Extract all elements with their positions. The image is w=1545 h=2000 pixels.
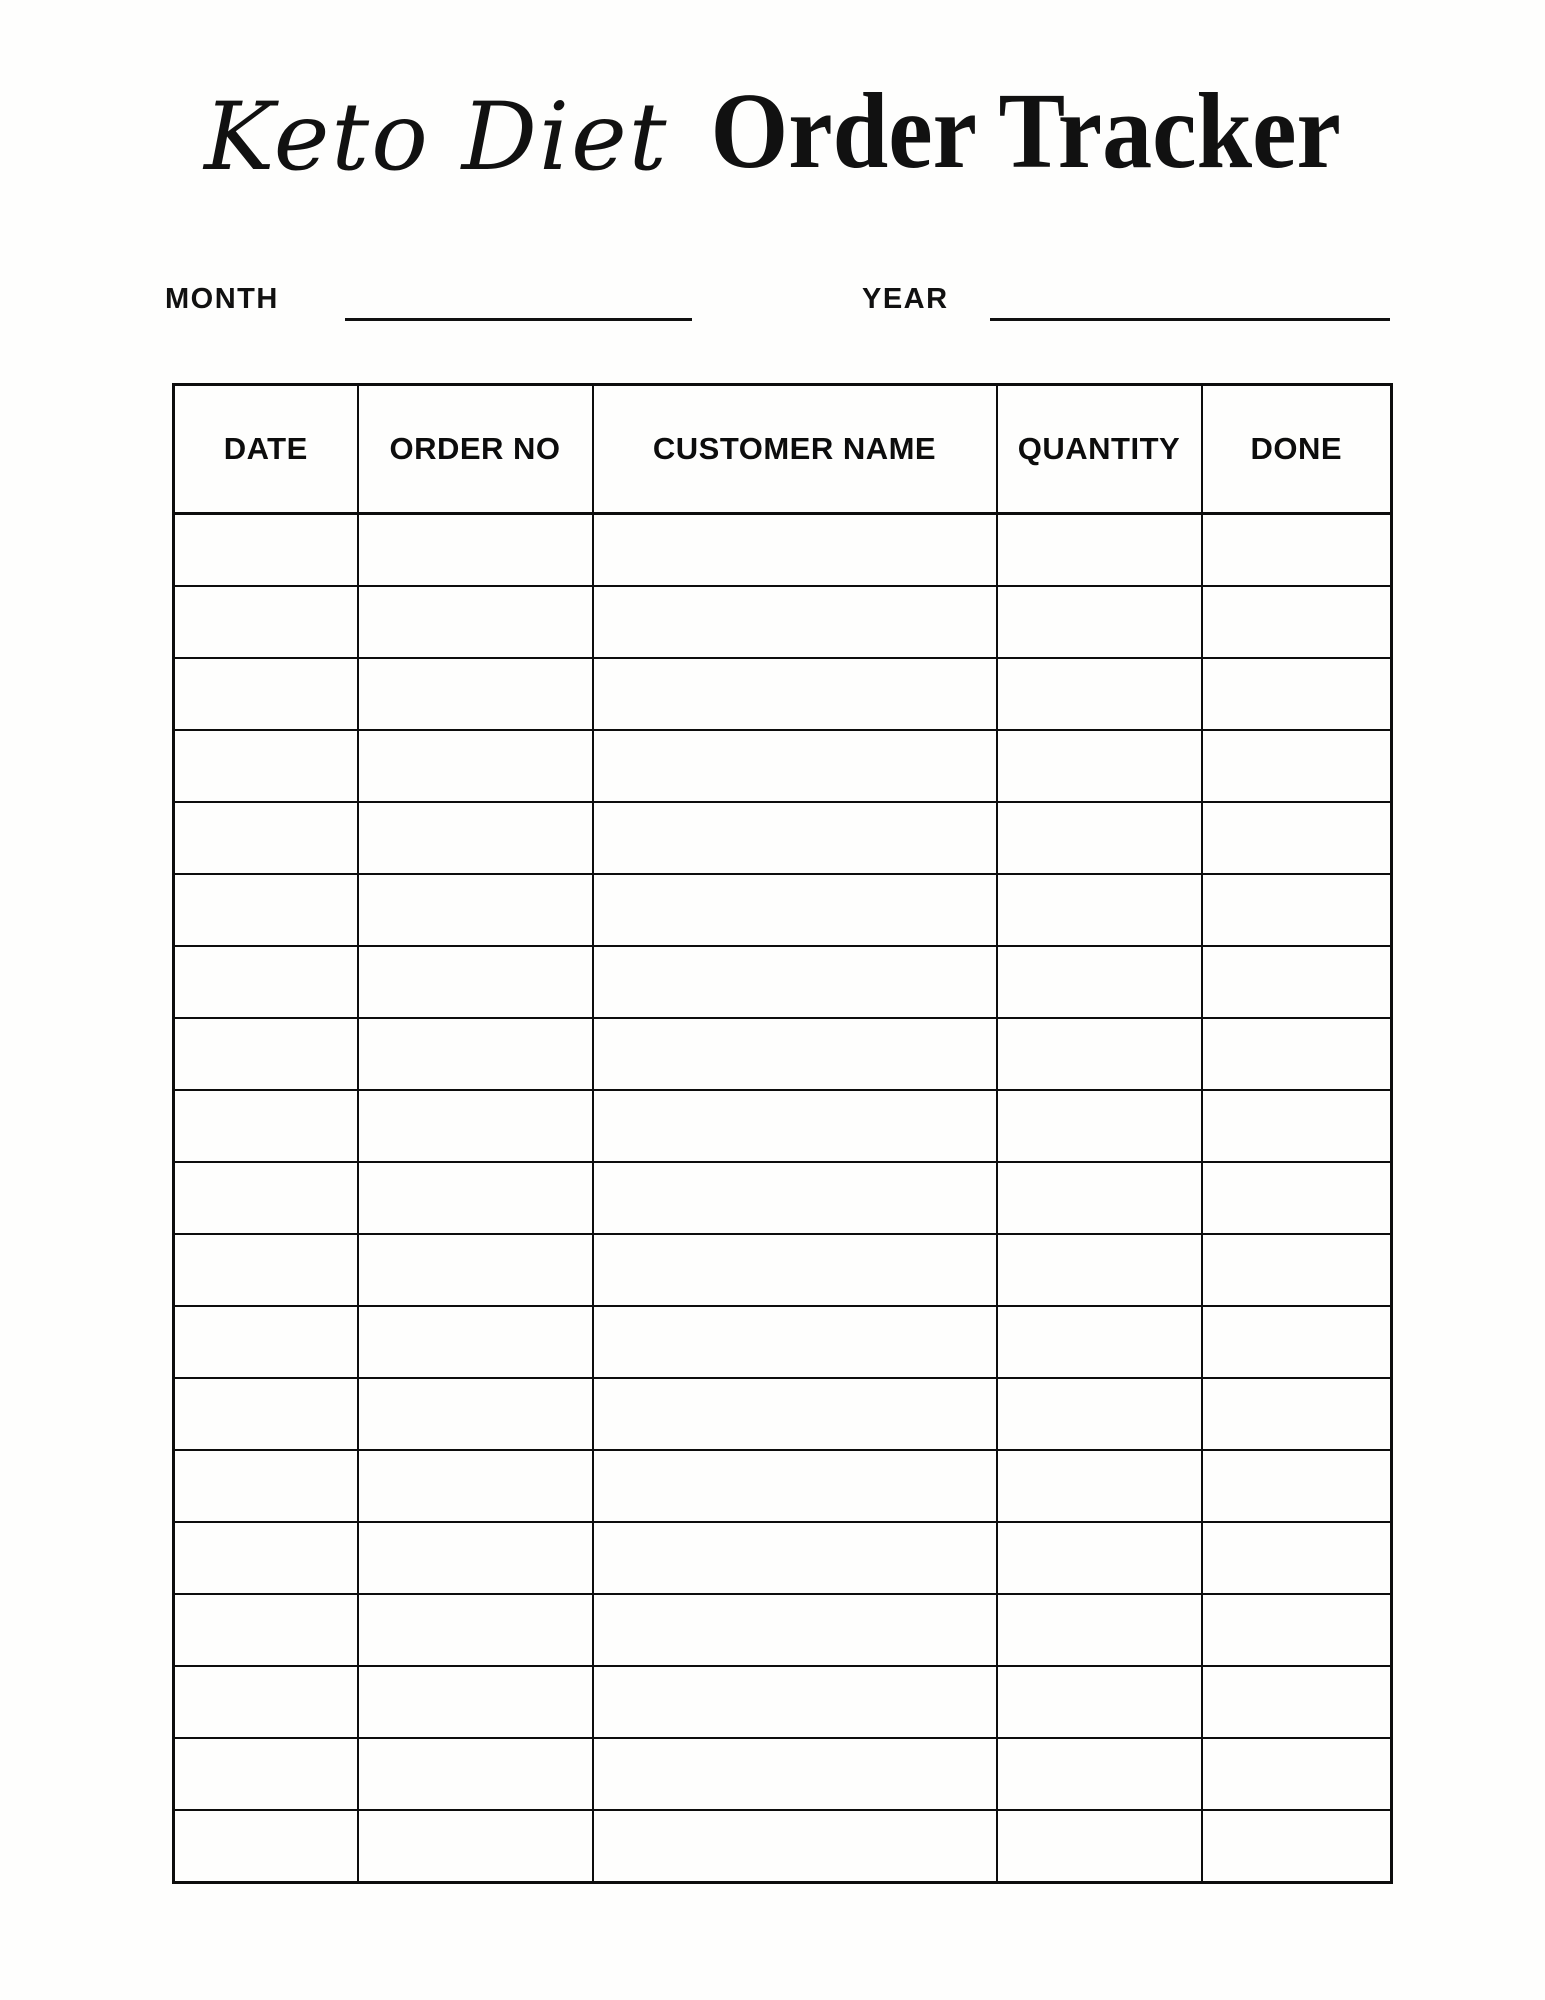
table-cell-quantity [997,730,1202,802]
month-fill-line [345,285,692,321]
table-cell-quantity [997,1090,1202,1162]
table-cell-done [1202,1594,1392,1666]
table-cell-order_no [358,1090,593,1162]
table-cell-date [174,1810,358,1883]
page-title [0,70,1545,193]
table-row [174,658,1392,730]
table-cell-customer_name [593,874,997,946]
column-header-customer-name: CUSTOMER NAME [593,385,997,514]
table-cell-quantity [997,1018,1202,1090]
table-cell-quantity [997,1810,1202,1883]
order-table-body [174,514,1392,1883]
column-header-order-no: ORDER NO [358,385,593,514]
header-row [174,385,1392,514]
table-cell-order_no [358,514,593,587]
table-cell-customer_name [593,1738,997,1810]
order-table-header [174,385,1392,514]
table-cell-order_no [358,1450,593,1522]
table-cell-date [174,802,358,874]
table-cell-customer_name [593,1594,997,1666]
table-cell-date [174,1594,358,1666]
table-cell-customer_name [593,1162,997,1234]
table-cell-done [1202,1738,1392,1810]
table-cell-done [1202,874,1392,946]
table-cell-quantity [997,1162,1202,1234]
table-cell-date [174,586,358,658]
table-cell-quantity [997,1738,1202,1810]
table-cell-customer_name [593,946,997,1018]
order-table [172,383,1393,1884]
table-cell-date [174,658,358,730]
table-row [174,946,1392,1018]
table-row [174,1162,1392,1234]
table-cell-order_no [358,1018,593,1090]
table-cell-customer_name [593,1378,997,1450]
year-label: YEAR [862,283,949,315]
table-row [174,1306,1392,1378]
table-cell-order_no [358,1666,593,1738]
table-cell-date [174,1450,358,1522]
table-row [174,1234,1392,1306]
column-header-done: DONE [1202,385,1392,514]
table-cell-quantity [997,658,1202,730]
table-row [174,1594,1392,1666]
table-cell-date [174,1090,358,1162]
page-title-main: Order Tracker [710,70,1341,191]
year-fill-line [990,285,1390,321]
table-cell-order_no [358,586,593,658]
table-row [174,1738,1392,1810]
month-label: MONTH [165,283,279,315]
table-cell-date [174,730,358,802]
table-cell-quantity [997,946,1202,1018]
table-cell-done [1202,658,1392,730]
table-cell-done [1202,1810,1392,1883]
table-cell-date [174,1666,358,1738]
table-cell-date [174,1162,358,1234]
table-cell-done [1202,1450,1392,1522]
table-cell-order_no [358,658,593,730]
table-row [174,514,1392,587]
table-row [174,1090,1392,1162]
table-cell-order_no [358,802,593,874]
table-cell-order_no [358,1594,593,1666]
table-cell-date [174,1522,358,1594]
table-cell-done [1202,1090,1392,1162]
table-cell-quantity [997,1306,1202,1378]
table-cell-customer_name [593,658,997,730]
table-row [174,1666,1392,1738]
table-cell-quantity [997,1450,1202,1522]
table-cell-done [1202,1162,1392,1234]
table-cell-done [1202,802,1392,874]
table-cell-done [1202,1522,1392,1594]
table-cell-order_no [358,1522,593,1594]
table-cell-done [1202,1306,1392,1378]
table-cell-date [174,1018,358,1090]
table-cell-quantity [997,1594,1202,1666]
table-cell-order_no [358,730,593,802]
table-cell-date [174,514,358,587]
table-cell-quantity [997,586,1202,658]
table-cell-customer_name [593,1234,997,1306]
table-cell-quantity [997,1666,1202,1738]
table-row [174,802,1392,874]
column-header-quantity: QUANTITY [997,385,1202,514]
table-cell-quantity [997,1522,1202,1594]
table-cell-quantity [997,874,1202,946]
table-cell-customer_name [593,1522,997,1594]
table-cell-done [1202,730,1392,802]
table-cell-quantity [997,514,1202,587]
table-cell-customer_name [593,1666,997,1738]
table-cell-customer_name [593,802,997,874]
table-cell-order_no [358,1234,593,1306]
table-row [174,1450,1392,1522]
table-cell-customer_name [593,514,997,587]
page-title-script: Keto Diet [204,83,669,192]
table-cell-quantity [997,802,1202,874]
table-row [174,1018,1392,1090]
table-row [174,1522,1392,1594]
table-cell-date [174,874,358,946]
table-row [174,874,1392,946]
table-cell-done [1202,514,1392,587]
table-cell-date [174,1378,358,1450]
table-cell-customer_name [593,1018,997,1090]
table-cell-order_no [358,1810,593,1883]
table-cell-customer_name [593,1090,997,1162]
table-row [174,730,1392,802]
table-cell-date [174,1306,358,1378]
table-cell-date [174,1738,358,1810]
table-cell-customer_name [593,586,997,658]
table-cell-done [1202,1378,1392,1450]
table-cell-done [1202,946,1392,1018]
table-cell-date [174,1234,358,1306]
table-cell-done [1202,1234,1392,1306]
table-row [174,586,1392,658]
table-cell-customer_name [593,1450,997,1522]
table-row [174,1378,1392,1450]
table-cell-order_no [358,1378,593,1450]
table-cell-customer_name [593,1810,997,1883]
table-cell-customer_name [593,730,997,802]
table-cell-quantity [997,1234,1202,1306]
table-cell-order_no [358,1306,593,1378]
table-cell-done [1202,1666,1392,1738]
table-cell-done [1202,1018,1392,1090]
table-cell-done [1202,586,1392,658]
table-cell-quantity [997,1378,1202,1450]
table-cell-order_no [358,1162,593,1234]
table-cell-order_no [358,1738,593,1810]
table-cell-order_no [358,946,593,1018]
table-row [174,1810,1392,1883]
column-header-date: DATE [174,385,358,514]
table-cell-order_no [358,874,593,946]
table-cell-date [174,946,358,1018]
table-cell-customer_name [593,1306,997,1378]
